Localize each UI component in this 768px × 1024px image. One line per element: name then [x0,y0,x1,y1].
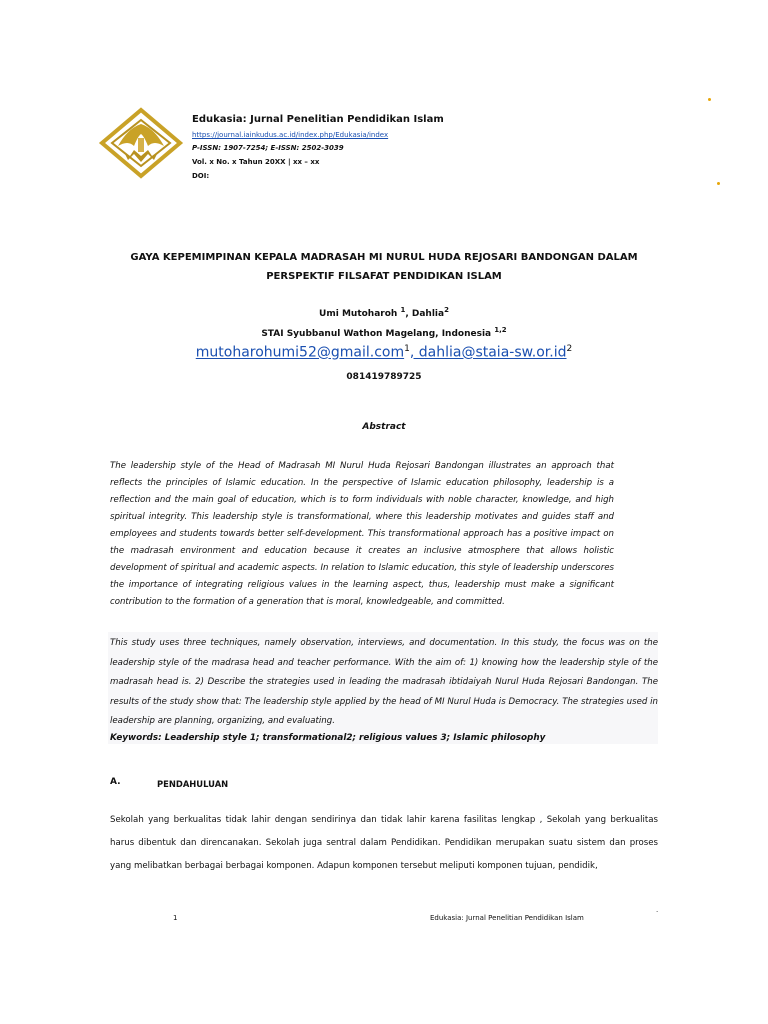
email-link[interactable]: , dahlia@staia-sw.or.id [409,344,567,361]
abstract-paragraph: This study uses three techniques, namely observation, interviews, and documentation. In this study, the focus was on the leadership style of the madrasa head and teacher performance. With the aim of: 1) knowing how the leadership style of the madrasah head is. 2) Describe the strategies used in leading the madrasah ibtidaiyah Nurul Huda Rejosari Bandongan. The results of the study show that: The leadership style applied by the head of MI Nurul Huda is Democracy. The strategies used in leadership are planning, organizing, and evaluating. [110,638,658,726]
emails-line [0,344,768,361]
article-title-line: GAYA KEPEMIMPINAN KEPALA MADRASAH MI NURUL HUDA REJOSARI BANDONGAN DALAM [130,252,638,263]
page-number: 1 [173,914,178,922]
email-superscript: 2 [566,344,573,354]
footer-dot: . [656,906,659,914]
issn-line: P-ISSN: 1907-7254; E-ISSN: 2502-3039 [192,144,344,152]
abstract-paragraph: The leadership style of the Head of Madrasah MI Nurul Huda Rejosari Bandongan illustrates an approach that reflects the principles of Islamic education. In the perspective of Islamic education philosophy, leadership is a reflection and the main goal of education, which is to form individuals with noble character, knowledge, and high spiritual integrity. This leadership style is transformational, where this leadership motivates and guides staff and employees and students towards better self-development. This transformational approach has a positive impact on the madrasah environment and education because it creates an inclusive atmosphere that allows holistic development of spiritual and academic aspects. In relation to Islamic education, this style of leadership underscores the importance of integrating religious values in the learning aspect, thus, leadership must make a significant contribution to the formation of a generation that is moral, knowledgeable, and committed. [110,461,614,607]
keywords-line: Keywords: Leadership style 1; transformational2; religious values 3; Islamic philosophy [110,733,546,743]
authors-line [0,306,768,319]
decorative-dot [717,182,720,185]
body-paragraph: Sekolah yang berkualitas tidak lahir dengan sendirinya dan tidak lahir karena fasilitas lengkap , Sekolah yang berkualitas harus dibentuk dan direncanakan. Sekolah juga sentral dalam Pendidikan. Pendidikan merupakan suatu sistem dan proses yang melibatkan berbagai berbagai komponen. Adapun komponen tersebut meliputi komponen tujuan, pendidik, [110,815,658,871]
article-title [100,248,668,286]
affiliation-line [0,326,768,339]
journal-title: Edukasia: Jurnal Penelitian Pendidikan Islam [192,114,444,125]
email-superscript: 1 [404,344,410,354]
author-superscript: 1 [400,306,406,314]
section-title: PENDAHULUAN [157,779,229,789]
article-title-line: PERSPEKTIF FILSAFAT PENDIDIKAN ISLAM [266,271,502,282]
author-superscript: 2 [444,306,449,314]
affiliation-superscript: 1,2 [494,326,507,334]
journal-url-link[interactable]: https://journal.iainkudus.ac.id/index.php/Edukasia/index [192,131,389,139]
volume-line: Vol. x No. x Tahun 20XX | xx – xx [192,158,320,166]
email-link[interactable]: mutoharohumi52@gmail.com [195,344,405,361]
author-name: , Dahlia [405,309,445,319]
decorative-dot [708,98,711,101]
affiliation-text: STAI Syubbanul Wathon Magelang, Indonesia [261,329,492,339]
phone-number: 081419789725 [346,372,422,382]
section-number: A. [110,777,121,787]
doi-line: DOI: [192,172,210,180]
abstract-heading: Abstract [362,422,406,432]
footer-journal-name: Edukasia: Jurnal Penelitian Pendidikan Islam [430,914,584,922]
journal-logo [98,106,184,180]
author-name: Umi Mutoharoh [319,309,398,319]
